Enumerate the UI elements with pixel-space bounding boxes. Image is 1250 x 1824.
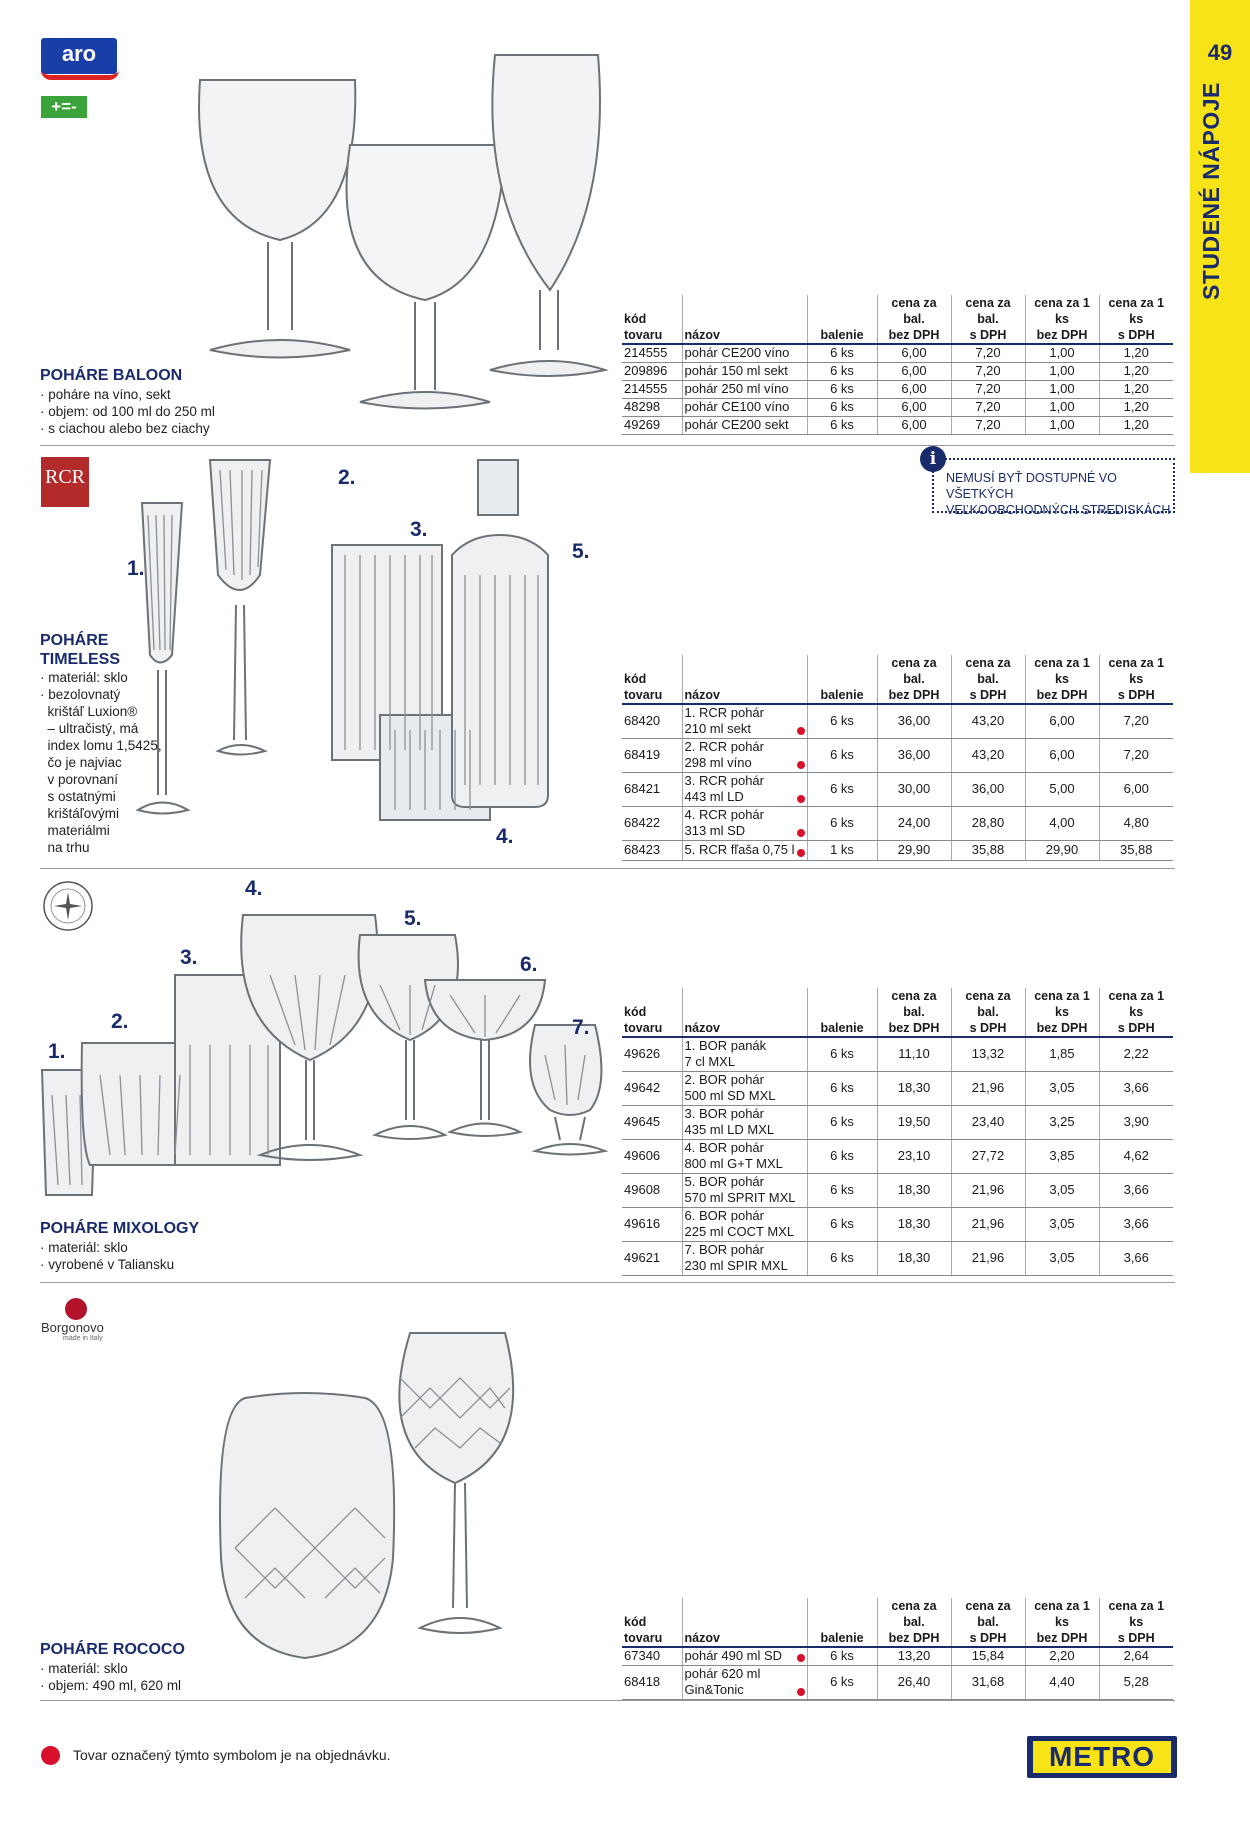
column-header: cena za 1 ks bez DPH <box>1025 655 1099 704</box>
cell-price: 31,68 <box>951 1665 1025 1699</box>
column-header: cena za bal. s DPH <box>951 655 1025 704</box>
timeless-glasses-image <box>130 455 610 855</box>
cell-name-line: 225 ml COCT MXL <box>684 1224 795 1239</box>
table-row <box>622 1647 1173 1665</box>
cell-price: 5,28 <box>1099 1665 1173 1699</box>
cell-price: 3,66 <box>1099 1207 1173 1241</box>
cell-name-line: 5. BOR pohár <box>684 1174 764 1189</box>
cell-name-line: 2. RCR pohár <box>684 739 764 754</box>
column-header: cena za bal. bez DPH <box>877 988 951 1037</box>
table-row <box>622 1173 1173 1207</box>
bullet: · bezolovnatý <box>40 687 121 702</box>
cell-name-line: 2. BOR pohár <box>684 1072 764 1087</box>
table-row <box>622 772 1173 806</box>
section-bullets-rococo <box>40 1660 181 1694</box>
cell-name-line: 210 ml sekt <box>684 721 751 737</box>
cell-name <box>682 738 807 772</box>
cell-name-line: 1. BOR panák <box>684 1038 767 1054</box>
column-header: cena za 1 ks s DPH <box>1099 988 1173 1037</box>
bullet: · materiál: sklo <box>40 1661 128 1676</box>
cell-price: 24,00 <box>877 806 951 840</box>
cell-price: 19,50 <box>877 1105 951 1139</box>
cell-price: 6,00 <box>877 416 951 434</box>
bullet: krištáľ Luxion® <box>40 704 138 719</box>
column-header: cena za 1 ks bez DPH <box>1025 1598 1099 1647</box>
table-row <box>622 344 1173 362</box>
cell-name <box>682 1139 807 1173</box>
product-number: 3. <box>410 518 428 541</box>
section-title-mixology: POHÁRE MIXOLOGY <box>40 1220 200 1237</box>
cell-price: 18,30 <box>877 1173 951 1207</box>
cell-code: 67340 <box>622 1647 682 1665</box>
cell-price: 29,90 <box>1025 840 1099 860</box>
bullet: index lomu 1,5425, <box>40 738 162 753</box>
aro-logo-text: aro <box>61 41 97 66</box>
note-line-2: VEĽKOOBCHODNÝCH STREDISKÁCH <box>946 503 1171 517</box>
cell-price: 4,40 <box>1025 1665 1099 1699</box>
bullet: materiálmi <box>40 823 110 838</box>
bullet: krištáľovými <box>40 806 119 821</box>
column-header: cena za 1 ks bez DPH <box>1025 988 1099 1037</box>
column-header: kód tovaru <box>622 295 682 344</box>
cell-price: 29,90 <box>877 840 951 860</box>
cell-price: 30,00 <box>877 772 951 806</box>
cell-code: 214555 <box>622 344 682 362</box>
column-header: cena za 1 ks s DPH <box>1099 655 1173 704</box>
cell-name-line: 1. RCR pohár <box>684 705 764 721</box>
metro-logo <box>1027 1736 1177 1778</box>
order-symbol-icon <box>797 761 805 769</box>
bullet: · objem: 490 ml, 620 ml <box>40 1678 182 1693</box>
cell-name-line: 443 ml LD <box>684 789 744 804</box>
borgonovo-mark <box>65 1298 87 1320</box>
cell-price: 3,66 <box>1099 1071 1173 1105</box>
cell-package: 6 ks <box>807 772 877 806</box>
borgonovo-logo <box>41 1298 121 1348</box>
cell-name-line: 3. BOR pohár <box>684 1106 764 1121</box>
cell-package: 6 ks <box>807 1139 877 1173</box>
cell-package: 6 ks <box>807 398 877 416</box>
product-number: 7. <box>572 1016 590 1039</box>
cell-price: 1,00 <box>1025 362 1099 380</box>
cell-name-line: Gin&Tonic <box>684 1682 744 1697</box>
cell-price: 27,72 <box>951 1139 1025 1173</box>
cell-code: 49642 <box>622 1071 682 1105</box>
baloon-glasses-image <box>190 50 610 410</box>
cell-code: 68422 <box>622 806 682 840</box>
bullet: · objem: od 100 ml do 250 ml <box>40 404 215 419</box>
table-row <box>622 362 1173 380</box>
cell-price: 7,20 <box>951 344 1025 362</box>
cell-price: 2,64 <box>1099 1647 1173 1665</box>
cell-code: 49626 <box>622 1037 682 1071</box>
bullet: s ostatnými <box>40 789 116 804</box>
cell-price: 18,30 <box>877 1071 951 1105</box>
cell-name <box>682 398 807 416</box>
order-symbol-icon <box>797 849 805 857</box>
cell-price: 21,96 <box>951 1173 1025 1207</box>
cell-price: 1,20 <box>1099 344 1173 362</box>
cell-price: 3,85 <box>1025 1139 1099 1173</box>
cell-price: 35,88 <box>951 840 1025 860</box>
section-side-tab <box>1190 0 1250 473</box>
column-header: názov <box>682 1598 807 1647</box>
table-row <box>622 398 1173 416</box>
cell-price: 1,20 <box>1099 416 1173 434</box>
cell-price: 1,20 <box>1099 380 1173 398</box>
cell-price: 6,00 <box>877 380 951 398</box>
section-title-rococo: POHÁRE ROCOCO <box>40 1641 185 1658</box>
table-header-row <box>622 295 1173 344</box>
cell-code: 49616 <box>622 1207 682 1241</box>
order-symbol-icon <box>797 795 805 803</box>
cell-price: 13,32 <box>951 1037 1025 1071</box>
column-header: názov <box>682 295 807 344</box>
aro-swoosh <box>41 70 119 80</box>
cell-name-line: 4. RCR pohár <box>684 807 764 822</box>
cell-price: 7,20 <box>951 398 1025 416</box>
price-table-rococo <box>622 1598 1173 1700</box>
column-header: cena za bal. bez DPH <box>877 1598 951 1647</box>
cell-price: 7,20 <box>951 416 1025 434</box>
table-row <box>622 416 1173 434</box>
table-row <box>622 704 1173 738</box>
cell-price: 6,00 <box>877 362 951 380</box>
cell-price: 3,05 <box>1025 1241 1099 1275</box>
cell-name-line: 435 ml LD MXL <box>684 1122 775 1137</box>
column-header: cena za bal. bez DPH <box>877 295 951 344</box>
cell-name-line: pohár CE200 sekt <box>684 417 789 432</box>
cell-price: 21,96 <box>951 1241 1025 1275</box>
rcr-logo-text: RCR <box>44 466 86 488</box>
bullet: · materiál: sklo <box>40 670 128 685</box>
cell-price: 13,20 <box>877 1647 951 1665</box>
price-table-timeless <box>622 655 1173 861</box>
cell-package: 6 ks <box>807 1241 877 1275</box>
cell-name-line: pohár 150 ml sekt <box>684 363 788 378</box>
cell-price: 4,62 <box>1099 1139 1173 1173</box>
section-bullets-baloon <box>40 386 215 437</box>
cell-code: 49269 <box>622 416 682 434</box>
section-divider <box>40 445 1175 446</box>
cell-name <box>682 1037 807 1071</box>
cell-price: 1,85 <box>1025 1037 1099 1071</box>
cell-name-line: 500 ml SD MXL <box>684 1088 776 1103</box>
column-header: cena za 1 ks s DPH <box>1099 1598 1173 1647</box>
cell-price: 1,00 <box>1025 344 1099 362</box>
cell-price: 1,00 <box>1025 398 1099 416</box>
table-row <box>622 1139 1173 1173</box>
cell-name-line: pohár 250 ml víno <box>684 381 789 396</box>
table-row <box>622 1241 1173 1275</box>
cell-price: 3,05 <box>1025 1173 1099 1207</box>
cell-package: 6 ks <box>807 344 877 362</box>
product-number: 4. <box>496 825 514 848</box>
price-table-baloon <box>622 295 1173 435</box>
table-row <box>622 1071 1173 1105</box>
cell-price: 15,84 <box>951 1647 1025 1665</box>
product-number: 3. <box>180 946 198 969</box>
cell-name <box>682 806 807 840</box>
cell-name <box>682 704 807 738</box>
cell-name-line: 3. RCR pohár <box>684 773 764 788</box>
cell-code: 68420 <box>622 704 682 738</box>
order-symbol-icon <box>41 1746 60 1765</box>
section-title-timeless <box>40 631 120 669</box>
column-header: kód tovaru <box>622 655 682 704</box>
cell-name <box>682 1173 807 1207</box>
cell-price: 21,96 <box>951 1071 1025 1105</box>
cell-price: 3,05 <box>1025 1207 1099 1241</box>
table-header-row <box>622 655 1173 704</box>
aro-plus-minus-badge: +=- <box>41 96 87 118</box>
product-number: 5. <box>572 540 590 563</box>
footer-legend: Tovar označený týmto symbolom je na objednávku. <box>73 1747 391 1763</box>
section-bullets-timeless <box>40 669 162 856</box>
cell-name-line: 6. BOR pohár <box>684 1208 764 1223</box>
cell-name-line: pohár 620 ml <box>684 1666 761 1681</box>
availability-note <box>929 449 1175 517</box>
cell-name <box>682 1071 807 1105</box>
cell-name <box>682 344 807 362</box>
cell-price: 4,80 <box>1099 806 1173 840</box>
cell-price: 43,20 <box>951 704 1025 738</box>
cell-package: 6 ks <box>807 806 877 840</box>
table-row <box>622 738 1173 772</box>
table-row <box>622 1037 1173 1071</box>
column-header: názov <box>682 655 807 704</box>
price-table-mixology <box>622 988 1173 1276</box>
cell-price: 28,80 <box>951 806 1025 840</box>
section-divider <box>40 868 1175 869</box>
cell-package: 1 ks <box>807 840 877 860</box>
cell-price: 6,00 <box>877 398 951 416</box>
cell-name <box>682 1241 807 1275</box>
bullet: čo je najviac <box>40 755 122 770</box>
cell-package: 6 ks <box>807 704 877 738</box>
column-header: kód tovaru <box>622 1598 682 1647</box>
cell-code: 68419 <box>622 738 682 772</box>
product-number: 2. <box>338 466 356 489</box>
table-row <box>622 1105 1173 1139</box>
product-number: 4. <box>245 877 263 900</box>
cell-code: 68423 <box>622 840 682 860</box>
cell-name-line: 230 ml SPIR MXL <box>684 1258 788 1273</box>
cell-price: 7,20 <box>1099 738 1173 772</box>
table-header-row <box>622 1598 1173 1647</box>
cell-code: 49608 <box>622 1173 682 1207</box>
column-header: balenie <box>807 988 877 1037</box>
column-header: cena za bal. bez DPH <box>877 655 951 704</box>
cell-price: 3,05 <box>1025 1071 1099 1105</box>
column-header: cena za bal. s DPH <box>951 988 1025 1037</box>
cell-package: 6 ks <box>807 1037 877 1071</box>
column-header: balenie <box>807 295 877 344</box>
cell-name-line: pohár CE100 víno <box>684 399 790 414</box>
metro-logo-text: METRO <box>1033 1741 1171 1773</box>
column-header: cena za 1 ks s DPH <box>1099 295 1173 344</box>
cell-package: 6 ks <box>807 1665 877 1699</box>
bullet: · materiál: sklo <box>40 1240 128 1255</box>
cell-price: 5,00 <box>1025 772 1099 806</box>
section-title-baloon: POHÁRE BALOON <box>40 367 183 384</box>
column-header: balenie <box>807 1598 877 1647</box>
cell-price: 1,00 <box>1025 380 1099 398</box>
title-line: POHÁRE <box>40 632 109 649</box>
cell-price: 2,22 <box>1099 1037 1173 1071</box>
cell-price: 4,00 <box>1025 806 1099 840</box>
cell-name <box>682 362 807 380</box>
note-line-1: NEMUSÍ BYŤ DOSTUPNÉ VO VŠETKÝCH <box>946 471 1117 501</box>
cell-price: 6,00 <box>877 344 951 362</box>
cell-name-line: 298 ml víno <box>684 755 752 770</box>
order-symbol-icon <box>797 829 805 837</box>
borgonovo-logo-sub: made in Italy <box>63 1335 103 1342</box>
mixology-glasses-image <box>30 895 610 1195</box>
cell-price: 3,25 <box>1025 1105 1099 1139</box>
order-symbol-icon <box>797 727 805 735</box>
product-number: 5. <box>404 907 422 930</box>
cell-price: 6,00 <box>1025 704 1099 738</box>
product-number: 2. <box>111 1010 129 1033</box>
cell-name <box>682 1665 807 1699</box>
cell-price: 7,20 <box>951 380 1025 398</box>
section-bullets-mixology <box>40 1239 174 1273</box>
cell-code: 68421 <box>622 772 682 806</box>
cell-price: 36,00 <box>951 772 1025 806</box>
product-number: 1. <box>127 557 145 580</box>
cell-code: 49645 <box>622 1105 682 1139</box>
cell-price: 43,20 <box>951 738 1025 772</box>
cell-code: 68418 <box>622 1665 682 1699</box>
cell-package: 6 ks <box>807 380 877 398</box>
cell-name <box>682 1105 807 1139</box>
cell-price: 36,00 <box>877 704 951 738</box>
table-row <box>622 806 1173 840</box>
cell-price: 3,66 <box>1099 1241 1173 1275</box>
cell-price: 11,10 <box>877 1037 951 1071</box>
cell-price: 7,20 <box>951 362 1025 380</box>
cell-price: 23,40 <box>951 1105 1025 1139</box>
bullet: · s ciachou alebo bez ciachy <box>40 421 210 436</box>
cell-price: 2,20 <box>1025 1647 1099 1665</box>
cell-price: 21,96 <box>951 1207 1025 1241</box>
product-number: 6. <box>520 953 538 976</box>
cell-price: 3,90 <box>1099 1105 1173 1139</box>
cell-package: 6 ks <box>807 1207 877 1241</box>
cell-package: 6 ks <box>807 1071 877 1105</box>
order-symbol-icon <box>797 1654 805 1662</box>
cell-name-line: pohár 490 ml SD <box>684 1648 783 1664</box>
cell-price: 18,30 <box>877 1241 951 1275</box>
bullet: v porovnaní <box>40 772 119 787</box>
cell-code: 49621 <box>622 1241 682 1275</box>
cell-code: 209896 <box>622 362 682 380</box>
table-row <box>622 1207 1173 1241</box>
info-icon: i <box>920 446 946 472</box>
section-name: STUDENÉ NÁPOJE <box>1198 82 1224 300</box>
page-number: 49 <box>1207 40 1233 65</box>
column-header: cena za bal. s DPH <box>951 295 1025 344</box>
table-header-row <box>622 988 1173 1037</box>
cell-price: 6,00 <box>1025 738 1099 772</box>
cell-price: 7,20 <box>1099 704 1173 738</box>
bullet: na trhu <box>40 840 90 855</box>
column-header: kód tovaru <box>622 988 682 1037</box>
cell-name-line: pohár CE200 víno <box>684 345 790 361</box>
order-symbol-icon <box>797 1688 805 1696</box>
cell-name-line: 800 ml G+T MXL <box>684 1156 783 1171</box>
column-header: balenie <box>807 655 877 704</box>
cell-name-line: 4. BOR pohár <box>684 1140 764 1155</box>
table-row <box>622 1665 1173 1699</box>
bullet: · poháre na víno, sekt <box>40 387 171 402</box>
title-line: TIMELESS <box>40 651 121 668</box>
cell-price: 1,20 <box>1099 398 1173 416</box>
cell-price: 1,00 <box>1025 416 1099 434</box>
cell-package: 6 ks <box>807 1173 877 1207</box>
cell-price: 26,40 <box>877 1665 951 1699</box>
cell-price: 1,20 <box>1099 362 1173 380</box>
cell-name <box>682 772 807 806</box>
cell-name-line: 7 cl MXL <box>684 1054 736 1070</box>
column-header: cena za bal. s DPH <box>951 1598 1025 1647</box>
column-header: názov <box>682 988 807 1037</box>
table-row <box>622 840 1173 860</box>
aro-logo <box>41 38 117 74</box>
cell-code: 214555 <box>622 380 682 398</box>
cell-name <box>682 380 807 398</box>
cell-name-line: 7. BOR pohár <box>684 1242 764 1257</box>
cell-price: 3,66 <box>1099 1173 1173 1207</box>
cell-package: 6 ks <box>807 416 877 434</box>
bullet: – ultračistý, má <box>40 721 139 736</box>
cell-package: 6 ks <box>807 738 877 772</box>
column-header: cena za 1 ks bez DPH <box>1025 295 1099 344</box>
cell-price: 35,88 <box>1099 840 1173 860</box>
cell-price: 18,30 <box>877 1207 951 1241</box>
table-row <box>622 380 1173 398</box>
cell-name <box>682 1207 807 1241</box>
cell-price: 36,00 <box>877 738 951 772</box>
section-divider <box>40 1700 1175 1701</box>
cell-name <box>682 1647 807 1665</box>
product-number: 1. <box>48 1040 66 1063</box>
cell-code: 49606 <box>622 1139 682 1173</box>
cell-name-line: 5. RCR fľaša 0,75 l <box>684 842 795 857</box>
cell-price: 6,00 <box>1099 772 1173 806</box>
section-divider <box>40 1282 1175 1283</box>
cell-code: 48298 <box>622 398 682 416</box>
borgonovo-logo-text: Borgonovo <box>41 1320 104 1335</box>
rococo-glasses-image <box>215 1318 615 1698</box>
cell-price: 23,10 <box>877 1139 951 1173</box>
cell-name-line: 313 ml SD <box>684 823 746 838</box>
bullet: · vyrobené v Taliansku <box>40 1257 175 1272</box>
cell-name-line: 570 ml SPRIT MXL <box>684 1190 796 1205</box>
rcr-logo <box>41 457 89 507</box>
cell-name <box>682 416 807 434</box>
cell-package: 6 ks <box>807 1105 877 1139</box>
cell-name <box>682 840 807 860</box>
cell-package: 6 ks <box>807 362 877 380</box>
cell-package: 6 ks <box>807 1647 877 1665</box>
